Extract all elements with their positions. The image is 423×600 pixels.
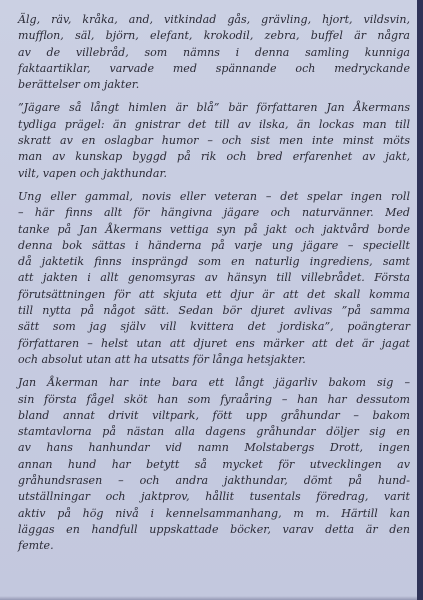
bottom-shadow — [0, 596, 417, 600]
blurb-text — [18, 12, 410, 562]
text-line: att jakten i allt genomsyras av hänsyn till villebrådet. Första — [18, 271, 410, 285]
text-line: Älg, räv, kråka, and, vitkindad gås, grävling, hjort, vildsvin, — [18, 13, 410, 26]
cover-edge-strip — [417, 0, 423, 600]
text-line: denna bok sättas i händerna på varje ung jägare – speciellt — [18, 238, 410, 252]
text-line: av de villebråd, som nämns i denna samling kunniga — [18, 45, 410, 59]
paragraph-2 — [18, 100, 410, 181]
paragraph-3 — [18, 189, 410, 368]
text-line: bland annat drivit viltpark, fött upp gråhundar – bakom — [18, 408, 410, 422]
text-line: tydliga prägel: än gnistrar det till av ilska, än lockas man till — [18, 117, 410, 131]
text-line: mufflon, säl, björn, elefant, krokodil, zebra, buffel är några — [18, 29, 410, 43]
text-line: skratt av en oslagbar humor – och sist men inte minst möts — [18, 134, 410, 148]
text-line: aktiv på hög nivå i kennelsammanhang, m m. Härtill kan — [18, 506, 410, 520]
text-line: vilt, vapen och jakthundar. — [18, 166, 168, 180]
text-line: stamtavlorna på nästan alla dagens gråhundar döljer sig en — [18, 425, 410, 439]
text-line: utställningar och jaktprov, hållit tusentals föredrag, varit — [18, 490, 410, 504]
text-line: faktaartiklar, varvade med spännande och medryckande — [18, 61, 410, 75]
text-line: Ung eller gammal, novis eller veteran – det spelar ingen roll — [18, 189, 410, 203]
paragraph-1 — [18, 12, 410, 93]
paragraph-4 — [18, 375, 410, 554]
text-line: då jaktetik finns insprängd som en naturlig ingrediens, samt — [18, 255, 410, 269]
text-line: femte. — [18, 539, 54, 553]
text-line: sätt som jag själv vill kvittera det jordiska”, poängterar — [18, 320, 410, 334]
text-line: man av kunskap byggd på rik och bred erfarenhet av jakt, — [18, 150, 410, 164]
text-line: av hans hanhundar vid namn Molstabergs Drott, ingen — [18, 441, 410, 455]
text-line: till nytta på något sätt. Sedan bör djuret avlivas ”på samma — [18, 304, 410, 318]
text-line: Jan Åkerman har inte bara ett långt jägarliv bakom sig – — [18, 376, 410, 390]
text-line: – här finns allt för hängivna jägare och naturvänner. Med — [18, 206, 410, 220]
text-line: ”Jägare så långt himlen är blå” bär författaren Jan Åkermans — [18, 101, 410, 115]
text-line: författaren – helst utan att djuret ens märker att det är jagat — [18, 336, 410, 350]
text-line: förutsättningen för att skjuta ett djur är att det skall komma — [18, 287, 410, 301]
text-line: gråhundsrasen – och andra jakthundar, dömt på hund- — [18, 474, 410, 488]
text-line: annan hund har betytt så mycket för utvecklingen av — [18, 457, 410, 471]
text-line: sin första fågel sköt han som fyraåring – han har dessutom — [18, 392, 410, 406]
text-line: och absolut utan att ha utsatts för långa hetsjakter. — [18, 352, 306, 366]
text-line: tanke på Jan Åkermans vettiga syn på jakt och jaktvård borde — [18, 222, 410, 236]
text-line: berättelser om jakter. — [18, 78, 140, 92]
text-line: läggas en handfull uppskattade böcker, varav detta är den — [18, 522, 410, 536]
